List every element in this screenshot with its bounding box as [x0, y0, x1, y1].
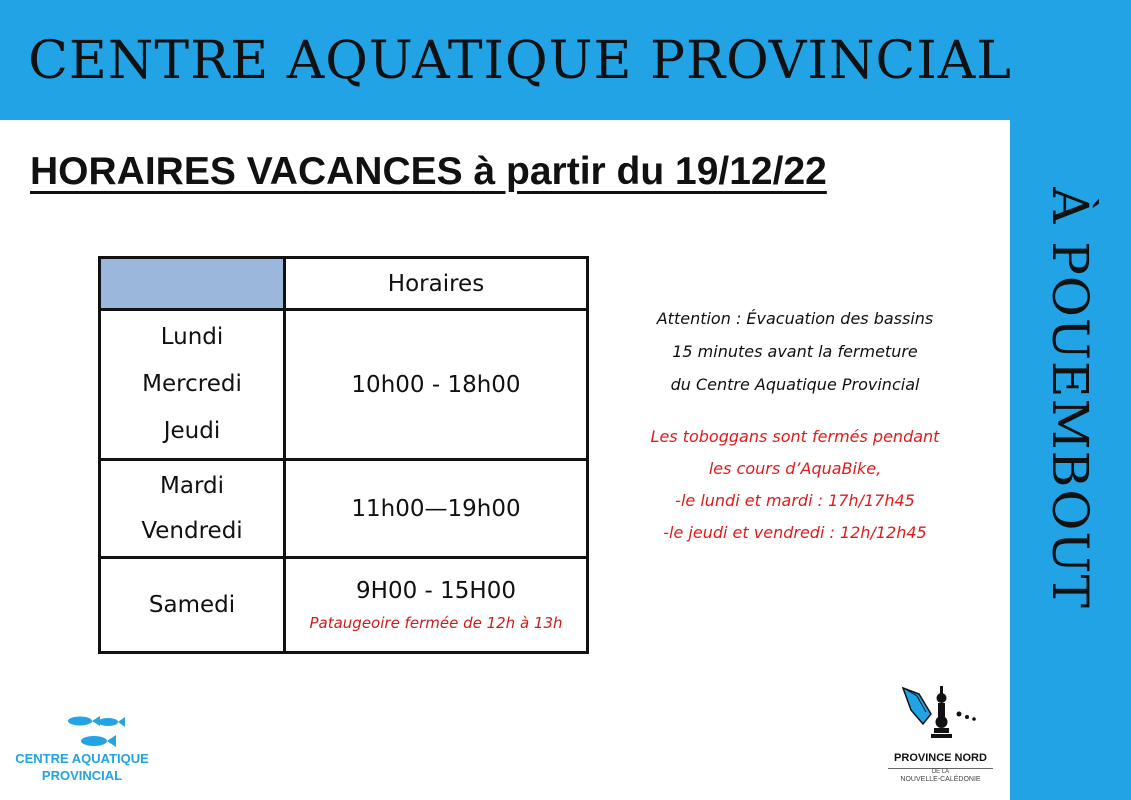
- table-header-row: [100, 258, 588, 310]
- banner-title: CENTRE AQUATIQUE PROVINCIAL: [28, 31, 1012, 91]
- time-cell: [285, 558, 588, 653]
- page-heading: HORAIRES VACANCES à partir du 19/12/22: [30, 150, 827, 193]
- toboggan-note-line: Les toboggans sont fermés pendant: [650, 427, 940, 446]
- time-cell: [285, 460, 588, 558]
- day-label: Mardi: [160, 472, 224, 499]
- table-row: [100, 310, 588, 460]
- centre-aquatique-logo: [12, 712, 152, 792]
- logo-left-line2: PROVINCIAL: [41, 768, 123, 783]
- column-header-horaires: Horaires: [285, 258, 588, 310]
- fish-icon: [42, 712, 132, 752]
- province-sub1: DE LA: [931, 769, 950, 775]
- attention-note-line: 15 minutes avant la fermeture: [672, 342, 918, 361]
- pool-closure-note: Pataugeoire fermée de 12h à 13h: [309, 614, 563, 632]
- attention-note-line: Attention : Évacuation des bassins: [656, 309, 934, 328]
- day-label: Mercredi: [142, 371, 242, 397]
- toboggan-note-line: -le lundi et mardi : 17h/17h45: [675, 491, 915, 510]
- day-label: Vendredi: [141, 517, 243, 544]
- table-row: [100, 460, 588, 558]
- attention-note-line: du Centre Aquatique Provincial: [670, 375, 920, 394]
- toboggan-note-line: -le jeudi et vendredi : 12h/12h45: [663, 523, 927, 542]
- province-nord-logo: [888, 680, 993, 795]
- province-emblem-icon: [893, 680, 983, 740]
- time-value: 11h00—19h00: [351, 495, 521, 522]
- table-corner-cell: [100, 258, 285, 310]
- province-sub2: NOUVELLE-CALÉDONIE: [900, 776, 981, 783]
- days-cell: [100, 460, 285, 558]
- side-location-text: À POUEMBOUT: [1041, 187, 1099, 609]
- time-value: 9H00 - 15H00: [356, 578, 516, 604]
- schedule-table: [98, 256, 589, 654]
- day-label: Lundi: [160, 324, 224, 350]
- logo-left-line1: CENTRE AQUATIQUE: [15, 751, 149, 766]
- toboggan-notice: [600, 421, 990, 549]
- day-label: Jeudi: [163, 418, 221, 444]
- days-cell: [100, 310, 285, 460]
- day-label: Samedi: [148, 592, 236, 618]
- notes-panel: [600, 302, 990, 549]
- time-value: 10h00 - 18h00: [351, 371, 521, 398]
- top-banner: [0, 0, 1131, 120]
- toboggan-note-line: les cours d’AquaBike,: [708, 459, 882, 478]
- days-cell: [100, 558, 285, 653]
- province-name: PROVINCE NORD: [894, 752, 987, 764]
- table-row: [100, 558, 588, 653]
- time-cell: [285, 310, 588, 460]
